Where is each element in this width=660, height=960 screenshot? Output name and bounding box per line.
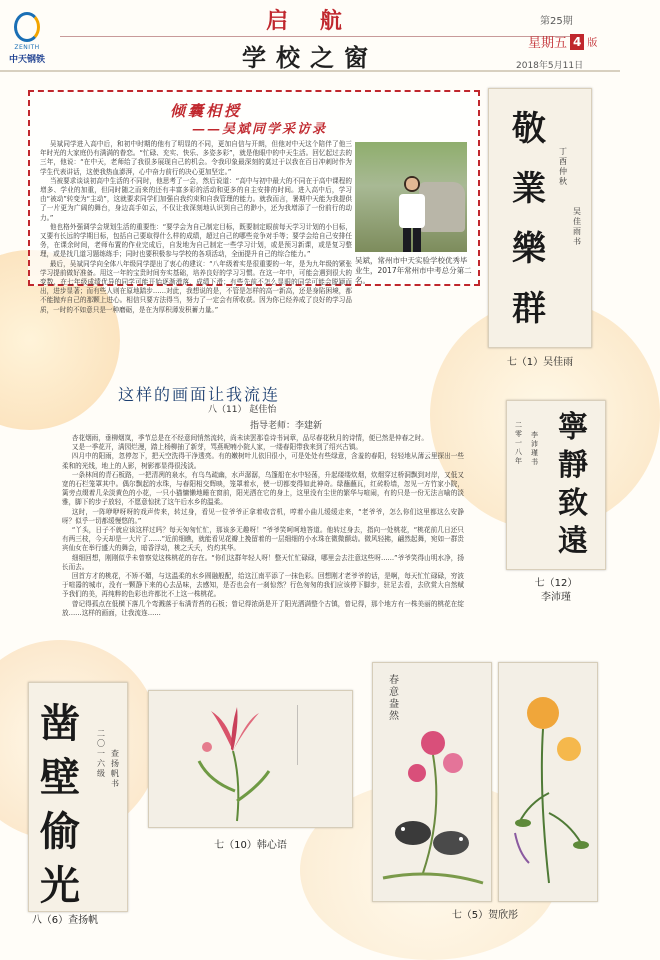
essay-paragraph: 回首方才的桃花，不矫不媚，与这温柔的水乡圆融般配，给这江南平添了一抹色彩。回想刚才老爷爷的话，是啊，每天忙忙碌碌，穷波于喧嚣的城市，没有一颗静下来的心去品味，去感知，是否也会有一刹惊然？行色匆匆的我们应该停下脚步，驻足去看，去欣赏大自然赋予我们的美，再纯粹的色彩也许都比不上这一株桃花。 [62,572,464,599]
essay-paragraph: 又是一季花开，满园烂漫，踏上杨柳抽了新芽，骂燕呢喃小院人家，一缕春阳带我来到了绍兴古镇。 [71,443,363,452]
calligraphy-inscription: 二〇一六级 [97,729,105,778]
page-title: 学校之窗 [242,43,378,72]
work-caption: 七（10）韩心语 [214,840,287,851]
student-figure-icon [395,172,429,252]
calligraphy-inscription: 丁酉仲秋 [559,147,567,186]
logo-english: ZENITH [14,44,40,51]
photo-caption: 吴斌，常州市中天实验学校优秀毕业生，2017年常州市中考总分第二名。 [355,256,472,285]
interview-body [40,140,352,314]
calligraphy-text: 寧靜致遠 [558,410,588,559]
issue-number: 第25期 [540,16,573,27]
work-caption: 七（5）贺欣彤 [451,910,519,921]
masthead-divider [0,70,620,72]
logo-chinese: 中天钢铁 [8,55,45,65]
essay-paragraph: 细细回想，刚刚似乎未曾察觉这株桃花的存在。“你们这群年轻人呀！整天忙忙碌碌，哪里会去注意这些呀……”爷爷笑得山明水净，扬长而去。 [62,553,464,571]
page-suffix: 版 [587,38,598,49]
chrysanthemum-icon [499,663,597,901]
masthead-rule [60,36,580,37]
painting-inscription [297,705,308,765]
weekday: 星期五 [528,36,568,51]
calligraphy-work-1 [488,88,592,348]
calligraphy-work-3 [28,682,128,912]
page-number-badge: 4 [570,34,584,50]
essay-paragraph: 四月中的阳雨，忽停忽下，把天空洗得干净透亮。有的嫩树叶儿依旧很小，可是处处有些绿意，含羞的春阳，轻轻地从薄云里探出一些柔和的光线，地上的人影，树影都显得很浅淡。 [62,452,464,470]
interview-paragraph: 吴斌同学进入高中后，和初中时期的他有了明显的不同，更加自信与开朗，但他对中天这个陪伴了他三年时光的大家庭仍有满满的眷恋。“忙碌、充实、快乐、多姿多彩”，就是他眼中的中天生活。回忆起过去的三年，他说：“在中天，老师给了我很多展现自己的机会。令我印象最深刻的莫过于以我在百日冲刺时作为学生代表讲话，这使我热血澎湃，心中奋力前行的决心更加坚定。” [40,140,352,176]
student-photo [355,142,467,252]
essay-paragraph: 曾记得孤点在低横下落几个弯溅落于布满青苔的石板；曾记得浓荫是开了阳光洒满整个古镇，曾记得，那个地方有一株美丽的桃花在绽放……这样的画面，让我流连…… [62,599,464,617]
work-caption: 七（1）吴佳雨 [506,357,574,368]
essay-paragraph: 这时，一阵咿咿呀呀的戏声传来，转过身，看见一位爷爷正拿着收音机，哼着小曲儿缓缓走来，“老爷爷，怎么你们这里都这么安静呀？似乎一切都缓慢悠的。” [62,507,464,525]
page-indicator [528,32,597,51]
painting-title: 春意盎然 [389,675,399,722]
publish-date: 2018年5月11日 [516,61,584,71]
essay-paragraph: 一条林间的青石板路，一把清冽的泉水，有乌鸟疏幽，水声潺潺，乌篷船在水中轻荡，升起缕缕炊烟，炊烟穿过桥洞飘到对岸，又低又宽的石栏笼罩其中。偶尔飘起的水珠，与春阳相交辉映，笼罩着水，使一切都变得如此神奇。绿蘸蘸瓦，红砖粉墙，忽见一方竹家小院，篱旁点缀着几朵淡黄色的小花，一只小猫慵懒地睡在窗前，阳光洒在它的身上，这里没有尘世的繁华与喧闹，有的只是一份无法言喻的淡雅，脚下的步子放轻，不愿意惊扰了这午后水乡的温柔。 [62,470,464,507]
calligraphy-work-2 [506,400,606,570]
interview-subtitle: ——吴斌同学采访录 [192,122,328,137]
essay-author: 八（11） 赵佳怡 [208,405,277,415]
essay-teacher: 指导老师：李建新 [250,421,323,431]
calligraphy-signature: 查扬帆书 [111,749,119,788]
flower-bird-painting-2 [498,662,598,902]
essay-paragraph: “丫头，日子不就应该这样过吗？每天匆匆忙忙，那该多无趣呀！”爷爷笑呵呵地答道。他转过身去，指向一处桃花，“桃花前几日还只有两三枝，今天却是一大片了……”近前细瞧，就能看见花瓣上挽留着的一层细细的小水珠在微微颤动。微风轻拂，翩然起舞，宛如一群贵宾仙女在举行盛大的舞会，暗香浮动，桃之夭夭，灼灼其华。 [62,526,464,553]
work-caption-name: 李沛瑾 [541,592,571,603]
calligraphy-signature: 吴佳雨书 [573,207,581,246]
logo-mark-icon [14,12,40,42]
calligraphy-text: 敬業樂群 [512,109,546,329]
calligraphy-signature: 李沛瑾书 [531,431,538,466]
lily-painting [148,690,353,828]
flower-bird-painting-1 [372,662,492,902]
section-name: 启 航 [266,8,354,34]
calligraphy-text: 凿壁偷光 [40,700,80,909]
work-caption: 八（6）查扬帆 [31,915,99,926]
interview-paragraph: 最后，吴斌同学向全体八年级同学提出了衷心的建议：“八年级着实是很重要的一年，是为九年级的紧张学习提前做好准备。用这一年的宝贵时间夯实基础，培养良好的学习习惯。在这一年中，可能会遇到很大的变数，在七年级成绩优异的同学可能开始逐渐滑落，成绩下滑；有些先前不怎么显眼的同学可能会脱颖而出，进步显著；而有些人则在原地踏步……对此，我想说的是，不管是怎样的高一新高，还是身陷困境，都不能抛弃自己的那颗上进心。相信只要方法得当，努力了一定会有所收获。因为你已经养成了良好的学习品质，一时的不如意只是一种磨砺，是在为厚积薄发积蓄力量。” [40,259,352,314]
essay-body [62,434,464,682]
logo [6,12,48,64]
essay-title: 这样的画面让我流连 [118,385,281,404]
essay-paragraph: 杏花烟雨，垂柳烟岚，季节总是在不经意间悄然流转，尚未读罢那卷诗书词章，品尽春花秋月的诗情，便已然是仲春之时。 [71,434,428,442]
peony-bird-icon [373,663,491,901]
work-caption: 七（12） [534,578,578,589]
calligraphy-inscription: 二零一八年 [515,421,522,465]
interview-title: 倾囊相授 [170,102,243,120]
interview-paragraph: 当被要求谈谈初高中生活的不同时，他思考了一会，然后说道：“高中与初中最大的不同在于高中课程的增多、学业的加重，但同时随之而来的还有丰富多彩的活动和更多的自主安排的时间。进入高中后，学习由“被动”转变为“主动”，这就要求同学们加强自我约束和自我管理的能力。就我而言，暑期中天能为我提供了一片更为广阔的舞台，身边高手如云，不仅让我深刻地认识到自己的渺小，还为我增添了一份前行的动力。” [40,176,352,222]
lily-flower-icon [149,691,352,827]
interview-paragraph: 他也格外强调学会规划生活的重要性：“要学会为自己制定目标，既要制定眼前每天学习计划的小目标，又要有长远的学期目标，包括自己要取得什么样的成绩，超过自己的哪些竞争对手等；要学会给自己安排任务，在课余时间，老师布置的作业完成后，自发地为自己制定一些学习计划，或是预习新课，或是复习整理，或是找几道习题练练手；同时也要积极参与学校的各项活动，全面提升自己的综合能力。” [40,222,352,259]
